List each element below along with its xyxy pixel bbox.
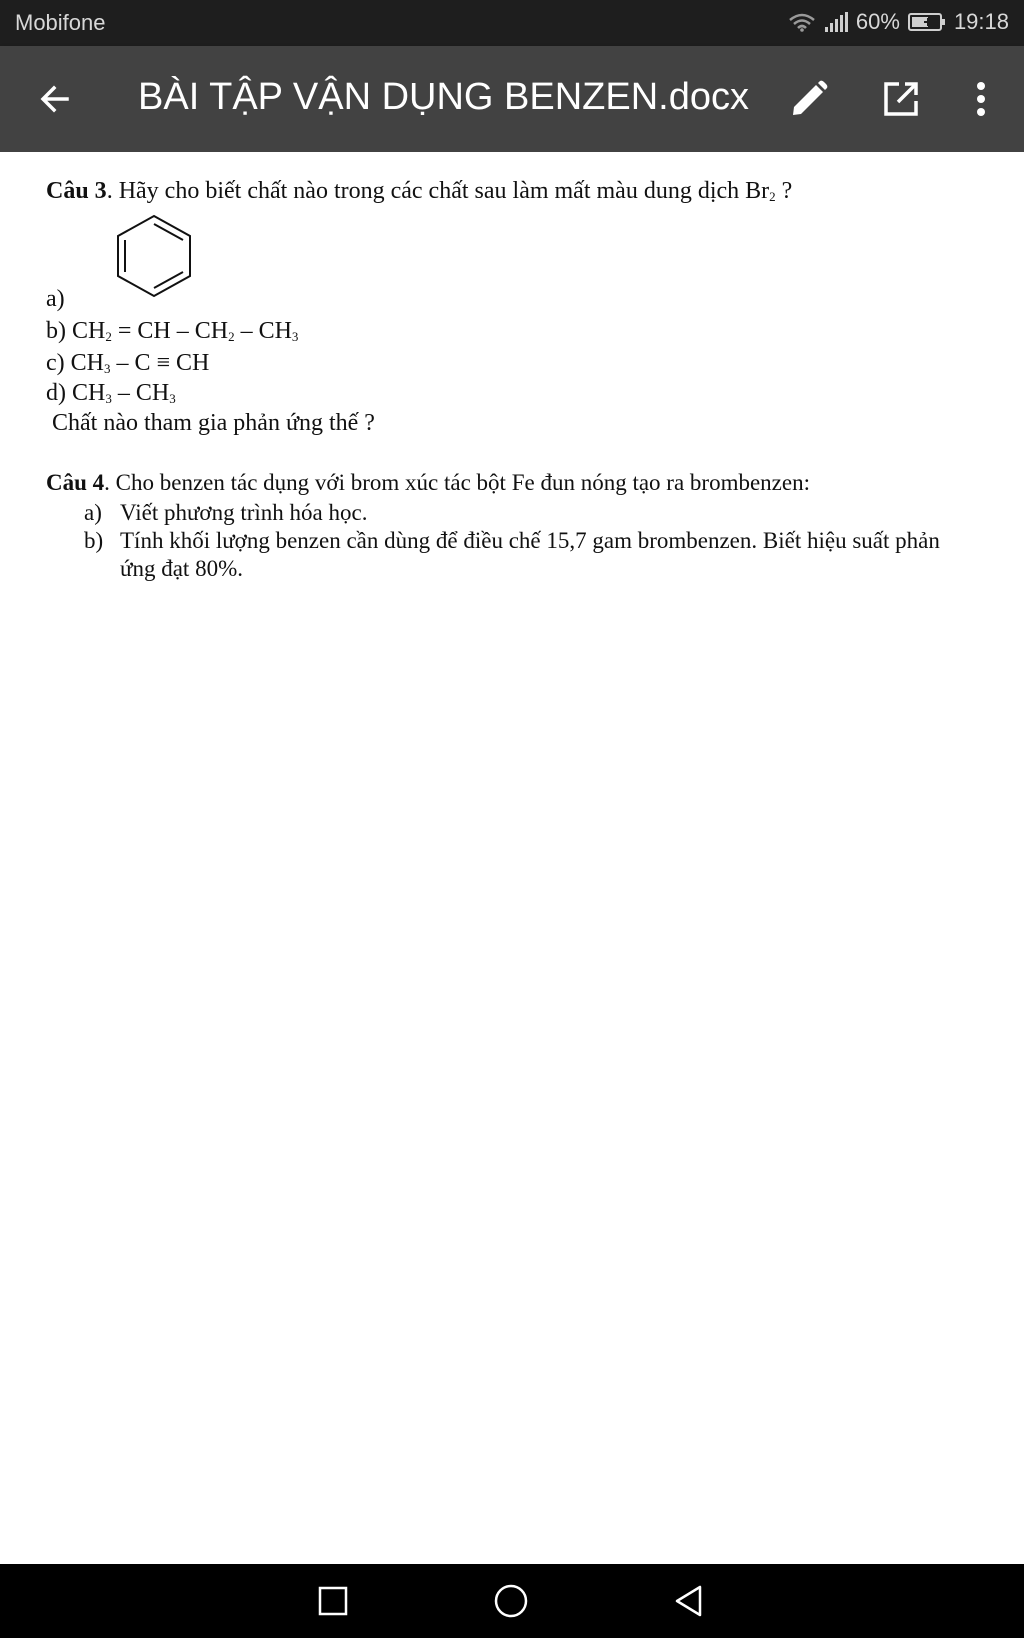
question-4-item-b-line-2: ứng đạt 80%. (120, 556, 243, 581)
option-b-part: b) CH (46, 318, 106, 344)
question-4-item-a: Viết phương trình hóa học. (120, 500, 368, 525)
signal-icon (824, 12, 848, 32)
option-b-sub: 2 (105, 329, 112, 344)
question-4-item-a-marker: a) (84, 500, 102, 525)
question-3-text-end: ? (775, 178, 793, 204)
option-b (46, 318, 298, 345)
option-b-part: – CH (234, 318, 292, 344)
option-b-sub: 3 (291, 329, 299, 344)
navigation-bar (0, 1564, 1024, 1638)
option-c (46, 350, 209, 377)
document-page (0, 152, 1024, 1564)
option-a: a) (46, 286, 65, 312)
option-d (46, 380, 176, 407)
back-triangle-icon[interactable] (662, 1574, 716, 1628)
question-4-label: Câu 4 (46, 470, 105, 495)
question-4-item-b-line-1: Tính khối lượng benzen cần dùng để điều chế 15,7 gam brombenzen. Biết hiệu suất phản (120, 528, 940, 553)
question-3-text: . Hãy cho biết chất nào trong các chất sau làm mất màu dung dịch Br (106, 178, 770, 204)
battery-charging-icon (908, 12, 946, 32)
question-4-text: . Cho benzen tác dụng với brom xúc tác bột Fe đun nóng tạo ra brombenzen: (104, 470, 810, 495)
question-3-followup: Chất nào tham gia phản ứng thế ? (52, 410, 375, 436)
question-3-label: Câu 3 (46, 178, 107, 204)
option-d-sub: 3 (105, 391, 112, 406)
option-d-sub: 3 (169, 391, 176, 406)
carrier-name: Mobifone (15, 10, 106, 35)
edit-pencil-icon[interactable] (782, 72, 836, 126)
status-bar (0, 0, 1024, 46)
br-subscript: 2 (769, 189, 776, 204)
option-b-part: = CH – CH (111, 318, 229, 344)
option-d-part: – CH (111, 380, 170, 406)
question-4-item-b-marker: b) (84, 528, 104, 553)
battery-percent: 60% (855, 9, 900, 34)
option-b-sub: 2 (228, 329, 235, 344)
option-c-part: – C ≡ CH (110, 350, 210, 376)
wifi-icon (788, 12, 816, 32)
status-time: 19:18 (953, 9, 1009, 34)
question-4-prompt (46, 470, 810, 496)
question-3-prompt (46, 178, 792, 205)
option-d-part: d) CH (46, 380, 106, 406)
back-arrow-icon[interactable] (28, 72, 82, 126)
option-c-part: c) CH (46, 350, 104, 376)
more-vert-icon[interactable] (954, 72, 1008, 126)
app-bar (0, 46, 1024, 152)
open-external-icon[interactable] (874, 72, 928, 126)
recents-square-icon[interactable] (306, 1574, 360, 1628)
document-title: BÀI TẬP VẬN DỤNG BENZEN.docx (138, 76, 749, 118)
option-c-sub: 3 (103, 361, 111, 376)
home-circle-icon[interactable] (484, 1574, 538, 1628)
benzene-ring-structure (114, 212, 194, 300)
